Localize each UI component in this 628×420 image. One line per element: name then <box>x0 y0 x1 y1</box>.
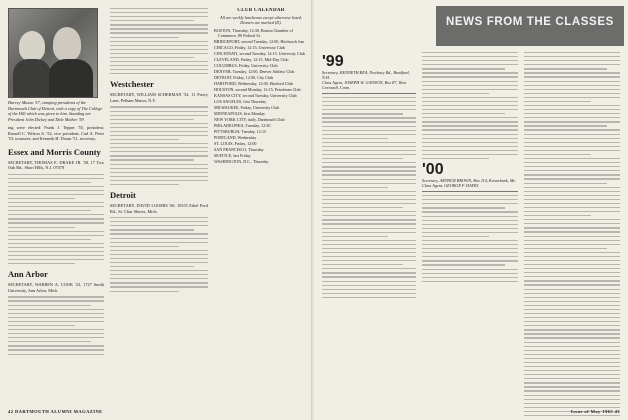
class-heading-1900: '00 <box>422 161 444 179</box>
calendar-item: PHILADELPHIA, Tuesday, 12:30 <box>214 123 271 128</box>
right-page-footer: Issue of May 1965 43 <box>570 409 620 414</box>
ann-arbor-secretary: SECRETARY, WARREN A. COOK '23, 1727 Smith University, Ann Arbor, Mich. <box>8 282 104 293</box>
right-column-3-lines <box>524 52 620 416</box>
right-page <box>314 0 628 420</box>
calendar-item: CINCINNATI, second Tuesday, 12:15, University Club <box>214 51 305 56</box>
right-column-2-top-lines <box>422 52 518 159</box>
club-calendar <box>214 8 308 165</box>
essex-text-lines <box>8 174 104 265</box>
detroit-text-lines <box>110 217 208 292</box>
section-heading-ann-arbor: Ann Arbor <box>8 269 48 280</box>
calendar-item: DENVER, Tuesday, 12:00, Denver Athletic Club <box>214 69 295 74</box>
calendar-item: CLEVELAND, Friday, 12:15, Mid-Day Club <box>214 57 289 62</box>
class-heading-1899: '99 <box>322 53 344 70</box>
westchester-secretary: SECRETARY, WILLIAM SCHERMAN '54, 11 Priory Lane, Pelham Manor, N.Y. <box>110 92 208 103</box>
ann-arbor-text-lines <box>8 296 104 354</box>
class-1899-agent: Class Agent, JOSEPH W. GANNON, Box 87, West Cornwall, Conn. <box>322 80 407 90</box>
calendar-item: MILWAUKEE, Friday, University Club <box>214 105 280 110</box>
section-heading-westchester: Westchester <box>110 79 154 90</box>
news-banner <box>436 6 624 46</box>
right-column-3 <box>524 52 620 419</box>
calendar-item: SEATTLE, last Friday <box>214 153 251 158</box>
class-1900-agent: Class Agent, GEORGE F. HAYES <box>422 183 479 189</box>
calendar-item: KANSAS CITY, second Tuesday, University Club <box>214 93 297 98</box>
calendar-item: BOSTON, Thursday, 12:30, Boston Chamber of Commerce, 80 Federal St. <box>214 28 293 38</box>
class-1900-text-lines <box>422 195 518 282</box>
calendar-item: SAN FRANCISCO, Thursday <box>214 147 264 152</box>
calendar-item: WASHINGTON, D.C., Thursday <box>214 159 269 164</box>
banner-title: NEWS FROM THE CLASSES <box>446 16 614 28</box>
calendar-title: CLUB CALENDAR <box>237 8 285 13</box>
left-column-2 <box>110 8 208 295</box>
left-page-footer: 42 DARTMOUTH ALUMNI MAGAZINE <box>8 409 103 414</box>
calendar-intro: All are weekly luncheons except otherwise listed. Dinners are marked (D). <box>219 15 303 25</box>
calendar-item: COLUMBUS, Friday, University Club <box>214 63 278 68</box>
calendar-item: CHICAGO, Friday, 12:15, University Club <box>214 45 285 50</box>
calendar-item: HOUSTON, second Monday, 12:15, Petroleum Club <box>214 87 301 92</box>
club-photo <box>8 8 98 98</box>
westchester-text-lines <box>110 106 208 185</box>
calendar-list <box>214 28 308 164</box>
calendar-item: BRIDGEPORT, second Tuesday, 12:00, Hitchcock Inn <box>214 39 304 44</box>
calendar-item: PORTLAND, Wednesday <box>214 135 257 140</box>
calendar-item: DETROIT, Friday, 12:00, City Club <box>214 75 274 80</box>
section-heading-essex: Essex and Morris County <box>8 146 101 157</box>
column-2-top-lines <box>110 8 208 74</box>
calendar-item: HARTFORD, Wednesday, 12:00, Hartford Club <box>214 81 293 86</box>
calendar-item: NEW YORK CITY, daily, Dartmouth Club <box>214 117 285 122</box>
right-column-2 <box>422 52 518 285</box>
intro-paragraph: ing were elected: Frank J. Tepper '55, president; Russell C. Wilson Jr. '52, vice president; Carl A. Peter '53, treasurer; and Kenneth H. Doran '51, secretary. <box>8 125 104 141</box>
class-1899-text-lines <box>322 97 416 298</box>
calendar-item: MINNEAPOLIS, first Monday <box>214 111 266 116</box>
class-1899-secretary: Secretary, KENNETH REA, Newbury Rd., Bradford, N.H. <box>322 70 410 80</box>
class-1900-secretary: Secretary, ARTHUR BROWN, Box 114, Kennebunk, Me. <box>422 178 517 184</box>
divider <box>322 93 416 94</box>
photo-caption: Harvey Mason '57, vamping presidents of the Dartmouth Club of Detroit, with a copy of The College of the Hill which was given to him. Standing are President John Dickey and Dale Mather '59. <box>8 100 103 122</box>
divider <box>422 191 518 192</box>
right-column-1 <box>322 52 416 301</box>
essex-secretary: SECRETARY, THOMAS E. DRAKE JR. '58, 17 Two Oak Rd., Short Hills, N.J. 07078 <box>8 159 104 170</box>
calendar-item: LOS ANGELES, first Thursday <box>214 99 267 104</box>
detroit-secretary: SECRETARY, DAVID LOOMIS '60, 10355 Ethel Ford Rd., St. Clair Shores, Mich. <box>110 203 208 214</box>
calendar-item: ST. LOUIS, Friday, 12:00 <box>214 141 257 146</box>
section-heading-detroit: Detroit <box>110 190 136 201</box>
calendar-item: PITTSBURGH, Tuesday, 12:15 <box>214 129 267 134</box>
left-column-1 <box>8 100 104 358</box>
